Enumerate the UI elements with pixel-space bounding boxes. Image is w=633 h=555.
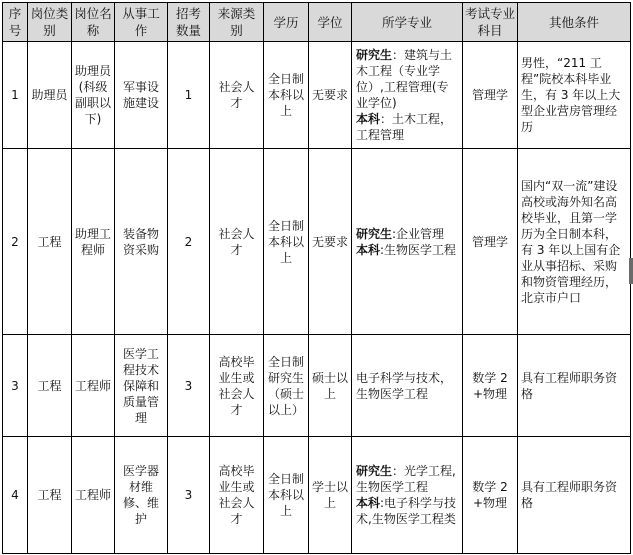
cell-name: 助理员(科级副职以下) [72, 42, 115, 149]
cell-name: 工程师 [72, 437, 115, 554]
major-grad-label: 研究生 [356, 48, 393, 62]
cell-major [352, 42, 463, 149]
header-quota: 招考数量 [168, 3, 210, 42]
cell-other: 具有工程师职务资格 [518, 437, 631, 554]
cell-degree: 学士以上 [309, 437, 352, 554]
major-ug-text: ：土木工程，工程管理 [356, 112, 453, 142]
cell-major [352, 437, 463, 554]
cell-seq: 4 [3, 437, 28, 554]
cell-name: 助理工程师 [72, 149, 115, 335]
major-ug-label: 本科 [356, 242, 381, 257]
major-ug-label: 本科 [356, 496, 381, 510]
cell-quota: 3 [168, 437, 210, 554]
header-exam: 考试专业科目 [463, 3, 518, 42]
cell-edu: 全日制研究生（硕士以上） [264, 335, 309, 437]
major-grad-text: ：光学工程,生物医学工程 [356, 464, 456, 494]
header-source: 来源类别 [210, 3, 264, 42]
cell-seq: 2 [3, 149, 28, 335]
header-row [3, 3, 631, 42]
major-ug-label: 本科 [356, 112, 381, 126]
cell-degree: 硕士以上 [309, 335, 352, 437]
cell-category: 工程 [28, 335, 72, 437]
cell-work: 医学工程技术保障和质量管理 [115, 335, 168, 437]
cell-seq: 1 [3, 42, 28, 149]
table-row [3, 42, 631, 149]
major-grad-label: 研究生 [356, 226, 393, 241]
major-grad-text: ：建筑与土木工程（专业学位）,工程管理(专业学位) [356, 48, 453, 110]
major-ug-text: :生物医学工程 [380, 242, 457, 257]
cell-major [352, 149, 463, 335]
header-major: 所学专业 [352, 3, 463, 42]
cell-exam: 数学 2+物理 [463, 335, 518, 437]
cell-exam: 管理学 [463, 42, 518, 149]
recruitment-table-container [2, 2, 630, 552]
cell-source: 高校毕业生或社会人才 [210, 335, 264, 437]
cell-quota: 3 [168, 335, 210, 437]
cell-exam: 管理学 [463, 149, 518, 335]
cell-category: 工程 [28, 437, 72, 554]
major-ug-text: :电子科学与技术,生物医学工程类 [356, 496, 457, 526]
table-row [3, 149, 631, 335]
cell-category: 工程 [28, 149, 72, 335]
cell-degree: 无要求 [309, 42, 352, 149]
header-work: 从事工作 [115, 3, 168, 42]
cell-category: 助理员 [28, 42, 72, 149]
table-row [3, 437, 631, 554]
table-row [3, 335, 631, 437]
cell-edu: 全日制本科以上 [264, 437, 309, 554]
major-grad-label: 研究生 [356, 464, 393, 478]
cell-exam: 数学 2+物理 [463, 437, 518, 554]
cell-degree: 无要求 [309, 149, 352, 335]
scroll-marker[interactable] [629, 258, 633, 284]
cell-seq: 3 [3, 335, 28, 437]
header-seq: 序号 [3, 3, 28, 42]
cell-name: 工程师 [72, 335, 115, 437]
cell-source: 高校毕业生或社会人才 [210, 437, 264, 554]
cell-other: 具有工程师职务资格 [518, 335, 631, 437]
cell-quota: 1 [168, 42, 210, 149]
cell-source: 社会人才 [210, 149, 264, 335]
cell-work: 装备物资采购 [115, 149, 168, 335]
cell-work: 医学器材维修、维护 [115, 437, 168, 554]
header-other: 其他条件 [518, 3, 631, 42]
cell-edu: 全日制本科以上 [264, 42, 309, 149]
header-degree: 学位 [309, 3, 352, 42]
recruitment-table [2, 2, 631, 554]
header-name: 岗位名称 [72, 3, 115, 42]
cell-major: 电子科学与技术，生物医学工程 [352, 335, 463, 437]
header-edu: 学历 [264, 3, 309, 42]
cell-other: 国内“双一流”建设高校或海外知名高校毕业，且第一学历为全日制本科，有 3 年以上国有企业从事招标、采购和物资管理经历，北京市户口 [518, 149, 631, 335]
cell-other: 男性，“211 工程”院校本科毕业生，有 3 年以上大型企业营房管理经历 [518, 42, 631, 149]
cell-edu: 全日制本科以上 [264, 149, 309, 335]
cell-quota: 2 [168, 149, 210, 335]
cell-source: 社会人才 [210, 42, 264, 149]
header-category: 岗位类别 [28, 3, 72, 42]
major-grad-text: :企业管理 [392, 226, 445, 241]
cell-work: 军事设施建设 [115, 42, 168, 149]
